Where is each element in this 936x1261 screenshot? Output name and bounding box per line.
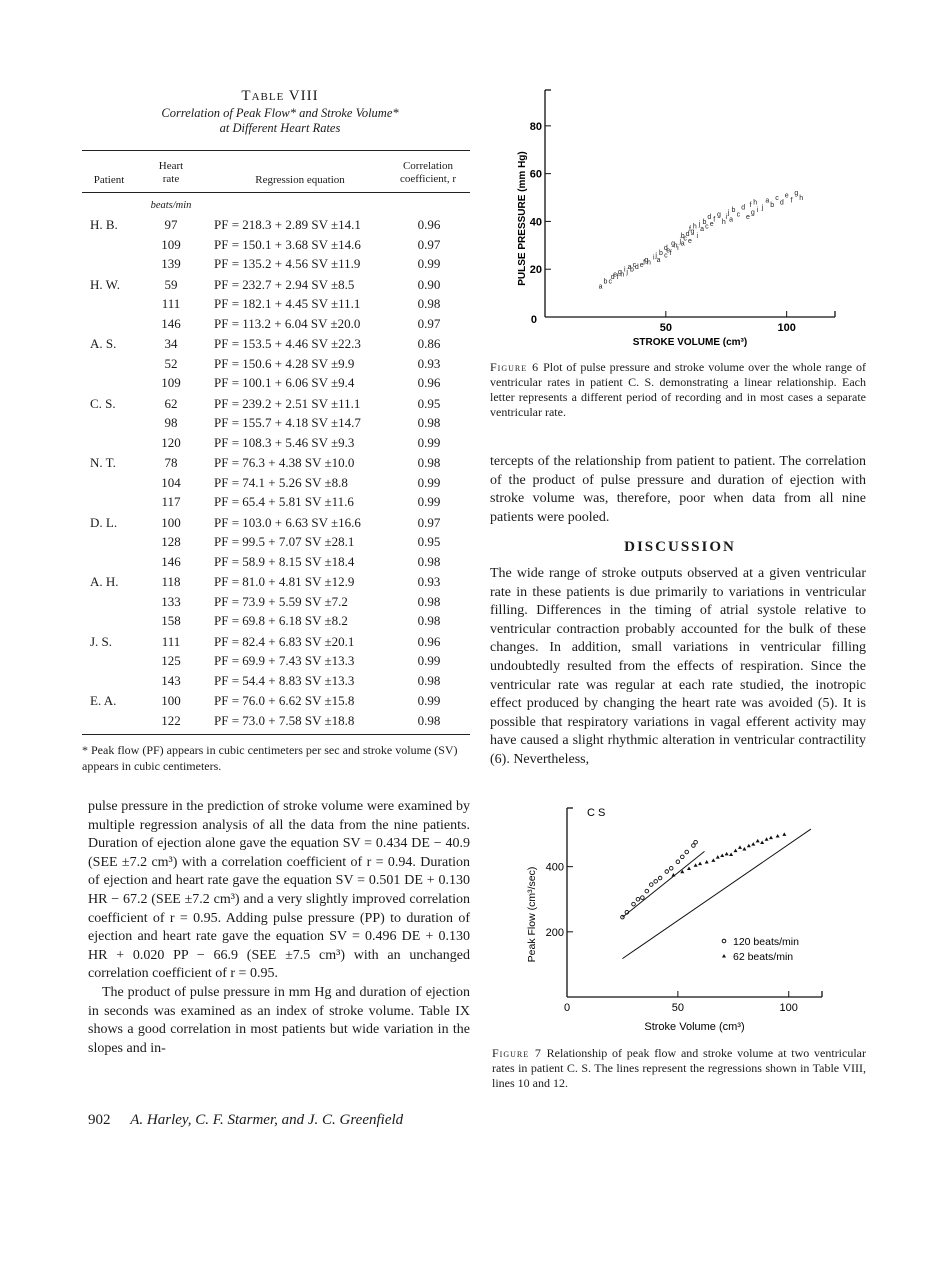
data-point: g: [750, 209, 755, 217]
data-point: a: [729, 216, 734, 224]
correlation-cell: 0.93: [417, 574, 441, 589]
table-title: Table VIII: [241, 88, 319, 104]
correlation-cell: 0.95: [417, 395, 441, 411]
regression-equation-cell: PF = 73.9 + 5.59 SV ±7.2: [214, 593, 348, 609]
data-point-120: [645, 889, 649, 893]
data-point: e: [746, 214, 750, 222]
correlation-cell: 0.99: [417, 494, 441, 509]
data-point: f: [669, 249, 672, 257]
regression-equation-cell: PF = 81.0 + 4.81 SV ±12.9: [214, 574, 355, 589]
x-tick-label: 50: [671, 1002, 684, 1014]
data-point: f: [713, 216, 716, 224]
data-point: f: [643, 259, 646, 267]
data-point: e: [666, 247, 671, 255]
data-point-62: [711, 858, 715, 862]
regression-equation-cell: PF = 153.5 + 4.46 SV ±22.3: [214, 336, 361, 351]
data-point: h: [620, 271, 625, 279]
col-header-line: Heart: [158, 160, 184, 172]
regression-equation-cell: PF = 69.9 + 7.43 SV ±13.3: [214, 653, 355, 668]
y-axis-title: Peak Flow (cm³/sec): [526, 866, 538, 963]
data-point: j: [761, 204, 764, 212]
heart-rate-cell: 104: [161, 474, 181, 490]
data-point: c: [736, 211, 741, 219]
regression-equation-cell: PF = 150.1 + 3.68 SV ±14.6: [214, 236, 361, 252]
data-point: e: [709, 221, 714, 229]
correlation-cell: 0.98: [417, 613, 441, 628]
regression-equation-cell: PF = 65.4 + 5.81 SV ±11.6: [214, 494, 354, 509]
right-column-text: [490, 453, 866, 527]
regression-equation-cell: PF = 76.3 + 4.38 SV ±10.0: [214, 455, 355, 470]
data-point-62: [776, 834, 780, 838]
data-point: b: [603, 278, 608, 286]
regression-equation-cell: PF = 135.2 + 4.56 SV ±11.9: [214, 256, 361, 271]
heart-rate-cell: 139: [161, 256, 181, 271]
regression-equation-cell: PF = 99.5 + 7.07 SV ±28.1: [214, 534, 355, 549]
data-point: i: [696, 233, 699, 241]
data-point: a: [627, 264, 632, 272]
x-tick-label: 50: [659, 322, 672, 334]
caption-text: Plot of pulse pressure and stroke volume over the whole range of ventricular rates in patient C. S. demonstrating a linear relationship. Each letter represents a different period of recording and in most cases a separate ventricular rate.: [490, 360, 866, 419]
regression-equation-cell: PF = 218.3 + 2.89 SV ±14.1: [214, 217, 361, 232]
heart-rate-cell: 62: [164, 395, 178, 411]
correlation-cell: 0.99: [417, 474, 441, 490]
col-header-equation: Regression equation: [255, 174, 345, 186]
regression-equation-cell: PF = 74.1 + 5.26 SV ±8.8: [214, 474, 348, 490]
data-point: g: [644, 257, 649, 265]
units-label: beats/min: [150, 200, 192, 211]
data-point: e: [639, 261, 644, 269]
data-point: g: [671, 240, 676, 248]
page-footer: [88, 1112, 403, 1129]
regression-equation-cell: PF = 54.4 + 8.83 SV ±13.3: [214, 672, 355, 688]
correlation-cell: 0.98: [417, 296, 441, 311]
heart-rate-cell: 34: [164, 336, 178, 351]
heart-rate-cell: 118: [161, 574, 181, 589]
legend-label-120: 120 beats/min: [733, 936, 799, 948]
data-point: h: [646, 259, 651, 267]
regression-equation-cell: PF = 58.9 + 8.15 SV ±18.4: [214, 553, 355, 569]
table-rule-bottom: [82, 734, 470, 735]
regression-equation-cell: PF = 239.2 + 2.51 SV ±11.1: [214, 395, 361, 411]
paragraph: tercepts of the relationship from patient to patient. The correlation of the product of pulse pressure and duration of ejection with stroke volume was, therefore, poor when data from all nine patients were pooled.: [490, 454, 866, 525]
correlation-cell: 0.98: [417, 455, 441, 470]
regression-equation-cell: PF = 232.7 + 2.94 SV ±8.5: [214, 276, 355, 292]
patient-name: H. B.: [90, 217, 118, 232]
data-point-120: [654, 880, 658, 884]
correlation-cell: 0.95: [417, 534, 441, 549]
regression-equation-cell: PF = 69.8 + 6.18 SV ±8.2: [214, 613, 348, 628]
heart-rate-cell: 122: [161, 712, 181, 728]
origin-label: 0: [530, 314, 537, 326]
heart-rate-cell: 52: [164, 355, 178, 371]
x-tick-label: 100: [777, 322, 796, 334]
heart-rate-cell: 97: [164, 217, 178, 232]
col-header-correlation: [384, 160, 472, 186]
caption-text: Relationship of peak flow and stroke volume at two ventricular rates in patient C. S. The lines represent the regressions shown in Table VIII, lines 10 and 12.: [492, 1046, 867, 1090]
data-point: e: [688, 237, 692, 245]
table-caption-line: Correlation of Peak Flow* and Stroke Volume*: [161, 106, 399, 120]
y-tick-label: 400: [545, 861, 564, 874]
data-point: h: [721, 218, 726, 226]
data-point-62: [765, 837, 769, 841]
regression-equation-cell: PF = 103.0 + 6.63 SV ±16.6: [214, 514, 361, 530]
heart-rate-cell: 158: [161, 613, 181, 628]
data-point: d: [741, 204, 746, 212]
data-point-62: [698, 862, 702, 866]
table-rule-top: [82, 150, 470, 151]
data-point: d: [779, 199, 784, 207]
table-caption-line: at Different Heart Rates: [219, 121, 341, 135]
data-point-120: [641, 896, 645, 900]
data-point: c: [608, 278, 612, 286]
regression-equation-cell: PF = 108.3 + 5.46 SV ±9.3: [214, 434, 355, 450]
regression-line-120: [622, 851, 704, 917]
data-point: f: [616, 273, 619, 281]
data-point: j: [655, 252, 657, 260]
figure-6-chart: [490, 85, 850, 355]
data-point: a: [656, 257, 661, 265]
paragraph: The wide range of stroke outputs observed at a given ventricular rate in these patients is due primarily to variations in ventricular filling. Differences in the timing of atrial systole relative to ventricular contraction probably accounted for the bulk of these changes. In addition, small variations in ventricular filling undoubtedly resulted from the effects of respiration. Since the ventricular rate was regular at each rate studied, the inotropic effect produced by changing the heart rate was avoided (5). It is possible that respiratory variations in vagal efferent activity may have caused a slight rhythmic alteration in ventricular contractility (6). Nevertheless,: [490, 566, 866, 767]
data-point-62: [769, 836, 773, 840]
data-point: c: [664, 252, 668, 260]
correlation-cell: 0.99: [417, 693, 441, 708]
figure-6-points: [599, 190, 804, 290]
figure-label: Figure 7: [492, 1046, 542, 1060]
heart-rate-cell: 100: [161, 693, 181, 708]
left-column-text: [88, 798, 470, 1058]
heart-rate-cell: 146: [161, 315, 181, 331]
data-point: i: [677, 245, 679, 253]
data-point-120: [669, 866, 673, 870]
data-point: c: [632, 261, 637, 269]
data-point: e: [613, 271, 618, 279]
data-point: h: [692, 223, 697, 231]
heart-rate-cell: 143: [161, 672, 181, 688]
col-header-line: rate: [162, 173, 180, 185]
regression-equation-cell: PF = 82.4 + 6.83 SV ±20.1: [214, 633, 355, 649]
heart-rate-cell: 111: [161, 296, 181, 311]
data-point: d: [663, 245, 668, 253]
correlation-cell: 0.90: [417, 276, 441, 292]
patient-name: H. W.: [90, 276, 120, 292]
regression-equation-cell: PF = 100.1 + 6.06 SV ±9.4: [214, 375, 355, 390]
y-tick-label: 40: [529, 216, 542, 229]
data-point: a: [598, 283, 603, 291]
data-point: i: [756, 206, 759, 214]
y-tick-label: 80: [529, 120, 542, 133]
data-point: b: [731, 206, 736, 214]
data-point-62: [716, 855, 720, 859]
data-point-120: [694, 840, 698, 844]
correlation-cell: 0.99: [417, 256, 441, 271]
section-heading: DISCUSSION: [624, 539, 736, 555]
data-point: d: [610, 273, 615, 281]
correlation-cell: 0.93: [417, 355, 441, 371]
regression-equation-cell: PF = 155.7 + 4.18 SV ±14.7: [214, 415, 361, 430]
correlation-cell: 0.97: [417, 236, 441, 252]
data-point: c: [683, 235, 687, 243]
data-point: j: [698, 221, 701, 229]
correlation-cell: 0.98: [417, 672, 441, 688]
correlation-cell: 0.97: [417, 315, 441, 331]
y-tick-label: 60: [529, 168, 542, 181]
correlation-cell: 0.99: [417, 653, 441, 668]
correlation-cell: 0.98: [417, 553, 441, 569]
x-tick-label: 100: [779, 1002, 798, 1014]
data-point: b: [680, 233, 685, 241]
data-point: d: [685, 230, 690, 238]
regression-equation-cell: PF = 113.2 + 6.04 SV ±20.0: [214, 315, 361, 331]
regression-equation-cell: PF = 150.6 + 4.28 SV ±9.9: [214, 355, 355, 371]
x-axis-title: STROKE VOLUME (cm³): [632, 337, 748, 348]
heart-rate-cell: 128: [161, 534, 181, 549]
table-rule-header: [82, 192, 470, 193]
chart-title: C S: [586, 807, 606, 820]
heart-rate-cell: 78: [164, 455, 178, 470]
figure-label: Figure 6: [490, 360, 540, 374]
data-point: h: [673, 242, 678, 250]
patient-name: E. A.: [90, 693, 117, 708]
data-point: i: [623, 266, 626, 274]
data-point: g: [794, 190, 799, 198]
data-point-62: [687, 867, 691, 871]
data-point: b: [659, 249, 663, 257]
legend-marker-62: [722, 954, 726, 958]
heart-rate-cell: 133: [161, 593, 181, 609]
data-point-120: [685, 850, 689, 854]
data-point: e: [784, 192, 789, 200]
correlation-cell: 0.98: [417, 712, 441, 728]
data-point: a: [700, 225, 705, 233]
data-point: i: [652, 254, 655, 262]
data-point-120: [649, 883, 653, 887]
data-point: i: [725, 214, 728, 222]
col-header-heart-rate: [146, 160, 196, 186]
data-point-62: [756, 839, 760, 843]
heart-rate-cell: 125: [161, 653, 181, 668]
data-point: d: [634, 264, 639, 272]
patient-name: A. H.: [90, 574, 119, 589]
correlation-cell: 0.99: [417, 434, 441, 450]
origin-label: 0: [563, 1002, 571, 1014]
data-point-62: [729, 853, 733, 857]
data-point: j: [626, 268, 628, 276]
data-point: c: [705, 223, 709, 231]
regression-equation-cell: PF = 76.0 + 6.62 SV ±15.8: [214, 693, 355, 708]
paragraph: The product of pulse pressure in mm Hg and duration of ejection in seconds was examined as an index of stroke volume. Table IX shows a good correlation in most patients but wide variation in the slopes and in-: [88, 984, 470, 1056]
patient-name: D. L.: [90, 514, 118, 530]
data-point: d: [707, 214, 712, 222]
patient-name: N. T.: [90, 455, 116, 470]
data-point: a: [680, 240, 685, 248]
data-point: j: [679, 237, 682, 245]
paragraph: pulse pressure in the prediction of stroke volume were examined by multiple regression analysis of all the data from the nine patients. Duration of ejection alone gave the equation SV = 0.434 DE − 40.9 (SEE ±7.2 cm³) with a correlation coefficient of r = 0.94. Duration of ejection and heart rate gave the equation SV = 0.501 DE + 0.130 HR − 67.2 (SEE ±7.2 cm³) and a very slightly improved correlation coefficient of r = 0.95. Adding pulse pressure (PP) to duration of ejection and heart rate gave the equation SV = 0.496 DE + 0.130 HR + 0.020 PP − 66.9 (SEE ±7.5 cm³) with an unchanged correlation coefficient of r = 0.95.: [88, 799, 470, 982]
data-point-62: [734, 849, 738, 853]
data-point: b: [630, 266, 634, 274]
correlation-cell: 0.96: [417, 633, 441, 649]
data-point: b: [770, 202, 775, 210]
figure-7-axes: [526, 807, 822, 1033]
table-footnote: * Peak flow (PF) appears in cubic centimeters per sec and stroke volume (SV) appears in cubic centimeters.: [82, 743, 458, 773]
data-point-120: [658, 876, 662, 880]
data-point-62: [725, 852, 729, 856]
data-point: f: [749, 202, 752, 210]
data-point: f: [689, 225, 691, 233]
patient-name: J. S.: [90, 633, 113, 649]
data-point: a: [765, 197, 770, 205]
data-point-62: [738, 845, 742, 849]
heart-rate-cell: 117: [161, 494, 181, 509]
correlation-cell: 0.86: [417, 336, 441, 351]
correlation-cell: 0.98: [417, 593, 441, 609]
data-point-62: [720, 854, 724, 858]
correlation-cell: 0.96: [417, 217, 441, 232]
heart-rate-cell: 111: [161, 633, 181, 649]
legend-marker-120: [722, 939, 726, 943]
patient-name: C. S.: [90, 395, 116, 411]
heart-rate-cell: 146: [161, 553, 181, 569]
figure-6-axes: [517, 90, 835, 348]
col-header-line: coefficient, r: [400, 173, 456, 185]
legend-label-62: 62 beats/min: [733, 951, 794, 963]
y-tick-label: 20: [529, 264, 542, 277]
right-column-text: [490, 565, 866, 770]
correlation-cell: 0.98: [417, 415, 441, 430]
data-point-120: [632, 902, 636, 906]
y-axis-title: PULSE PRESSURE (mm Hg): [517, 151, 528, 286]
table-caption: [82, 106, 478, 136]
col-header-line: Correlation: [402, 160, 454, 172]
data-point-62: [760, 840, 764, 844]
data-point-120: [665, 870, 669, 874]
data-point-120: [681, 855, 685, 859]
correlation-cell: 0.97: [417, 514, 441, 530]
data-point-62: [705, 860, 709, 864]
data-point: g: [717, 211, 721, 219]
regression-equation-cell: PF = 73.0 + 7.58 SV ±18.8: [214, 712, 355, 728]
heart-rate-cell: 100: [161, 514, 181, 530]
x-axis-title: Stroke Volume (cm³): [644, 1021, 745, 1033]
heart-rate-cell: 59: [164, 276, 178, 292]
data-point-62: [694, 863, 698, 867]
page-number: 902: [88, 1112, 111, 1128]
data-point: b: [702, 218, 707, 226]
figure-6-caption: [490, 360, 866, 420]
data-point: g: [690, 228, 695, 236]
data-point: f: [790, 197, 793, 205]
data-point-120: [676, 860, 680, 864]
figure-7-caption: [492, 1046, 866, 1091]
data-point-62: [751, 842, 755, 846]
y-tick-label: 200: [545, 926, 564, 939]
heart-rate-cell: 98: [164, 415, 178, 430]
patient-name: A. S.: [90, 336, 117, 351]
data-point-120: [636, 897, 640, 901]
figure-7-plot: [621, 829, 811, 963]
data-point: c: [775, 194, 779, 202]
data-point-62: [747, 844, 751, 848]
correlation-cell: 0.96: [417, 375, 441, 390]
col-header-patient: Patient: [93, 174, 125, 186]
regression-equation-cell: PF = 182.1 + 4.45 SV ±11.1: [214, 296, 361, 311]
data-point: h: [799, 194, 804, 202]
heart-rate-cell: 109: [161, 236, 181, 252]
heart-rate-cell: 109: [161, 375, 181, 390]
data-point-62: [742, 847, 746, 851]
data-point: g: [617, 268, 622, 276]
data-point: j: [727, 209, 730, 217]
author-line: A. Harley, C. F. Starmer, and J. C. Greenfield: [130, 1112, 404, 1128]
data-point: h: [753, 199, 758, 207]
figure-7-chart: [490, 800, 850, 1040]
data-point-62: [782, 832, 786, 836]
heart-rate-cell: 120: [161, 434, 181, 450]
